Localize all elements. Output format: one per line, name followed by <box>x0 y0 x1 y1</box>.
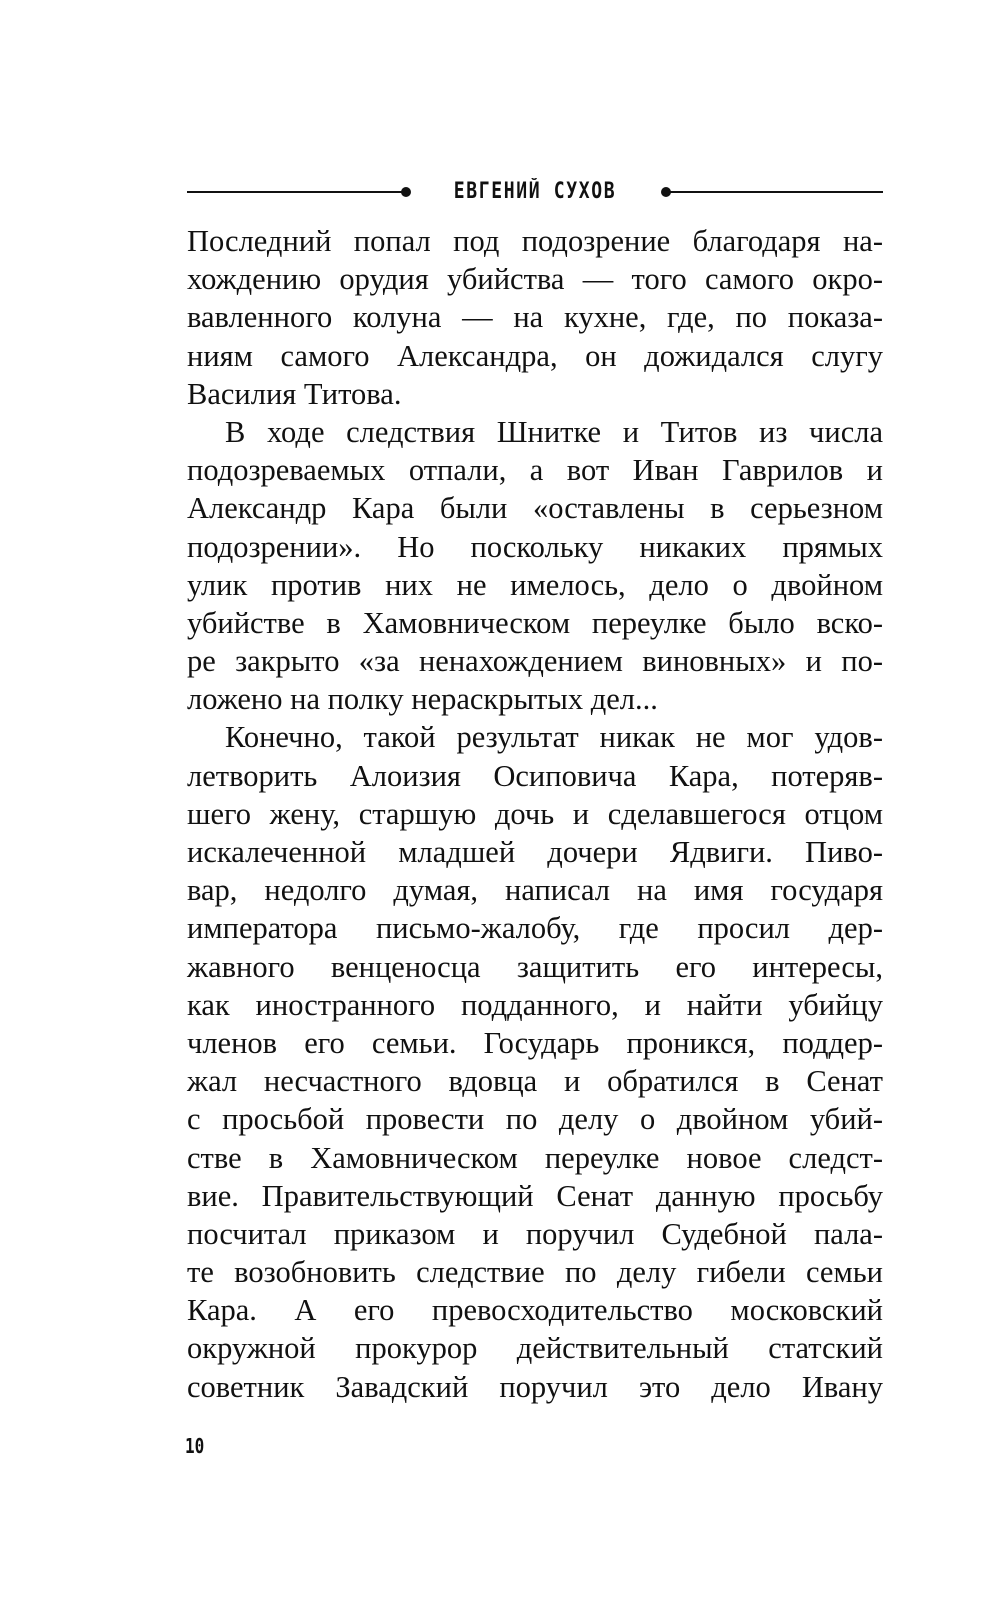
text-line: стве в Хамовническом переулке новое следст- <box>187 1140 883 1175</box>
text-line: вавленного колуна — на кухне, где, по показа- <box>187 300 883 335</box>
text-line: искалеченной младшей дочери Ядвиги. Пиво- <box>187 835 883 869</box>
header-rule-left <box>187 191 403 193</box>
text-line: ложено на полку нераскрытых дел... <box>187 682 658 717</box>
page-number: 10 <box>185 1434 205 1458</box>
body-text <box>187 222 883 1406</box>
text-line: Кара. А его превосходительство московский <box>187 1293 883 1328</box>
text-line: Конечно, такой результат никак не мог удов- <box>225 720 883 755</box>
text-line: как иностранного подданного, и найти убийцу <box>187 987 883 1022</box>
text-line: подозрении». Но поскольку никаких прямых <box>187 529 883 564</box>
text-line: ниям самого Александра, он дожидался слугу <box>187 338 883 373</box>
text-line: с просьбой провести по делу о двойном убий- <box>187 1102 883 1137</box>
text-line: Александр Кара были «оставлены в серьезном <box>187 491 883 526</box>
text-line: улик против них не имелось, дело о двойном <box>187 567 883 602</box>
text-line: те возобновить следствие по делу гибели семьи <box>187 1255 883 1290</box>
text-line: вар, недолго думая, написал на имя государя <box>187 873 883 908</box>
text-line: окружной прокурор действительный статский <box>187 1331 883 1366</box>
text-line: императора письмо-жалобу, где просил дер- <box>187 911 883 946</box>
text-line: Последний попал под подозрение благодаря на- <box>187 224 883 258</box>
text-line: посчитал приказом и поручил Судебной пала- <box>187 1216 883 1251</box>
text-line: ре закрыто «за ненахождением виновных» и по- <box>187 644 883 679</box>
bullet-icon <box>401 187 411 197</box>
text-line: шего жену, старшую дочь и сделавшегося отцом <box>187 796 883 831</box>
running-title: ЕВГЕНИЙ СУХОВ <box>453 179 617 204</box>
text-line: Василия Титова. <box>187 376 402 411</box>
text-line: жавного венценосца защитить его интересы, <box>187 949 883 984</box>
header-rule-right <box>663 191 883 193</box>
text-line: членов его семьи. Государь проникся, поддер- <box>187 1025 883 1060</box>
text-line: подозреваемых отпали, а вот Иван Гаврилов и <box>187 453 883 488</box>
running-header <box>187 177 883 207</box>
text-line: вие. Правительствующий Сенат данную просьбу <box>187 1178 883 1213</box>
text-line: жал несчастного вдовца и обратился в Сенат <box>187 1064 883 1099</box>
text-line: советник Завадский поручил это дело Ивану <box>187 1369 883 1404</box>
text-line: В ходе следствия Шнитке и Титов из числа <box>225 414 883 449</box>
text-line: хождению орудия убийства — того самого окро- <box>187 262 883 297</box>
text-line: убийстве в Хамовническом переулке было вско- <box>187 605 883 640</box>
text-line: летворить Алоизия Осиповича Кара, потеряв- <box>187 758 883 793</box>
